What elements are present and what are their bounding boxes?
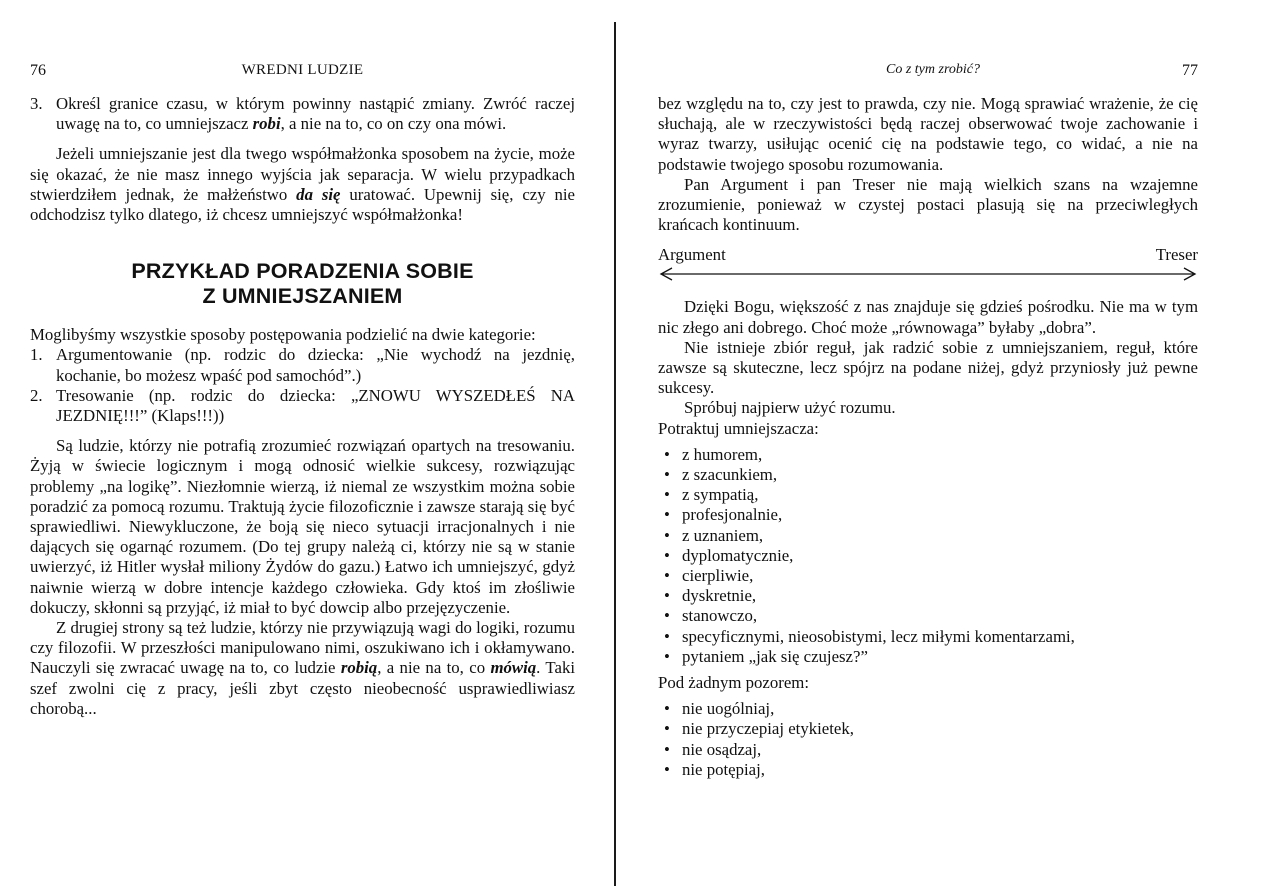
list-item <box>658 505 1198 525</box>
bullet-icon: • <box>664 719 670 739</box>
steps-list <box>30 94 575 134</box>
page-number: 77 <box>1182 62 1198 79</box>
categories-list <box>30 345 575 426</box>
running-title: Co z tym zrobić? <box>886 62 980 77</box>
emphasis: robi <box>252 114 281 134</box>
left-page <box>30 0 575 894</box>
page-number: 76 <box>30 62 46 79</box>
running-title: WREDNI LUDZIE <box>241 62 364 78</box>
list-item <box>658 445 1198 465</box>
treat-list <box>658 445 1198 667</box>
bullet-icon: • <box>664 759 670 779</box>
bullet-icon: • <box>664 545 670 565</box>
text-segment: Z drugiej strony są też ludzie, którzy nie przywiązują wagi do logiki, rozumu czy filozofii. W przeszłości manipulowano nimi, oszukiwano ich i okłamywano. Nauczyli się zwracać uwagę na to, co ludzie <box>30 618 575 678</box>
paragraph <box>30 144 575 225</box>
right-page-body <box>658 94 1198 786</box>
right-running-header <box>658 62 1198 86</box>
text-segment: Określ granice czasu, w którym powinny nastąpić zmiany. Zwróć raczej uwagę na to, co umniejszacz <box>56 94 575 134</box>
emphasis: mówią <box>490 658 537 678</box>
paragraph: Są ludzie, którzy nie potrafią zrozumieć rozwiązań opartych na tresowaniu. Żyją w świecie logicznym i mogą odnosić wielkie sukcesy, rozwiązując problemy „na logikę”. Niezłomnie wierzą, iż niemal ze wszystkim można sobie poradzić za pomocą rozumu. Traktują życie filozoficznie i zawsze starają się być sprawiedliwi. Niewykluczone, że boją się nieco sytuacji irracjonalnych i nie dających się ogarnąć rozumem. (Do tej grupy należą ci, którzy nie są w stanie uwierzyć, iż Hitler wysłał miliony Żydów do gazu.) Łatwo ich umniejszyć, gdyż naiwnie wierzą w dobre intencje każdego człowieka. Gdy ktoś im złośliwie dokuczy, skłonni są przyjąć, iż miał to być dowcip albo przejęzyczenie. <box>30 436 575 617</box>
list-item <box>658 526 1198 546</box>
list-item <box>658 699 1198 719</box>
emphasis: da się <box>296 184 341 204</box>
paragraph: Potraktuj umniejszacza: <box>658 418 819 438</box>
double-arrow-icon <box>658 267 1198 281</box>
paragraph <box>30 618 575 719</box>
list-text: stanowczo, <box>682 606 758 626</box>
list-item <box>658 647 1198 667</box>
list-item <box>658 740 1198 760</box>
heading-line: Z UMNIEJSZANIEM <box>202 284 403 309</box>
left-page-body <box>30 94 575 719</box>
text-segment: , a nie na to, co <box>377 658 491 678</box>
list-text: z szacunkiem, <box>682 465 778 485</box>
bullet-icon: • <box>664 566 670 586</box>
paragraph: bez względu na to, czy jest to prawda, czy nie. Mogą sprawiać wrażenie, że cię słuchają, ale w rzeczywistości będą raczej obserwować twoje zachowanie i wyraz twarzy, usiłując ocenić cię na podstawie tego, co widać, a nie na podstawie twojego sposobu rozumowania. <box>658 94 1198 174</box>
bullet-icon: • <box>664 505 670 525</box>
list-item <box>30 94 575 134</box>
list-text: specyficznymi, nieosobistymi, lecz miłymi komentarzami, <box>682 626 1075 646</box>
list-item <box>658 760 1198 780</box>
list-text: Tresowanie (np. rodzic do dziecka: „ZNOWU WYSZEDŁEŚ NA JEZDNIĘ!!!” (Klaps!!!)) <box>56 385 575 426</box>
list-text: nie uogólniaj, <box>682 699 775 719</box>
list-text: nie osądzaj, <box>682 739 762 759</box>
list-item <box>658 719 1198 739</box>
list-text: nie przyczepiaj etykietek, <box>682 719 854 739</box>
list-text: z humorem, <box>682 444 763 464</box>
bullet-icon: • <box>664 444 670 464</box>
paragraph: Pod żadnym pozorem: <box>658 673 809 693</box>
list-text: nie potępiaj, <box>682 759 765 779</box>
right-page <box>658 0 1198 894</box>
bullet-icon: • <box>664 626 670 646</box>
never-list <box>658 699 1198 780</box>
bullet-icon: • <box>664 465 670 485</box>
list-item <box>658 485 1198 505</box>
list-number: 2. <box>30 385 43 405</box>
bullet-icon: • <box>664 606 670 626</box>
list-number: 3. <box>30 94 43 113</box>
heading-line: PRZYKŁAD PORADZENIA SOBIE <box>131 259 474 284</box>
bullet-icon: • <box>664 485 670 505</box>
left-running-header <box>30 62 575 86</box>
paragraph: Pan Argument i pan Treser nie mają wielkich szans na wzajemne zrozumienie, ponieważ w czystej postaci plasują się na przeciwległych krańcach kontinuum. <box>658 174 1198 235</box>
list-item <box>658 586 1198 606</box>
axis-label-treser: Treser <box>1155 245 1198 265</box>
paragraph: Dzięki Bogu, większość z nas znajduje się gdzieś pośrodku. Nie ma w tym nic złego ani dobrego. Choć może „równowaga” byłaby „dobra”. <box>658 297 1198 337</box>
list-item <box>658 465 1198 485</box>
section-heading <box>30 259 575 309</box>
bullet-icon: • <box>664 525 670 545</box>
list-number: 1. <box>30 345 43 365</box>
list-text: cierpliwie, <box>682 566 754 586</box>
list-item <box>658 627 1198 647</box>
list-text: z sympatią, <box>682 485 759 505</box>
list-text: dyskretnie, <box>682 586 757 606</box>
list-item <box>658 546 1198 566</box>
bullet-icon: • <box>664 646 670 666</box>
paragraph: Moglibyśmy wszystkie sposoby postępowania podzielić na dwie kategorie: <box>30 325 536 345</box>
bullet-icon: • <box>664 586 670 606</box>
list-text: z uznaniem, <box>682 525 764 545</box>
paragraph: Spróbuj najpierw użyć rozumu. <box>684 398 896 418</box>
bullet-icon: • <box>664 739 670 759</box>
text-segment: , a nie na to, co on czy ona mówi. <box>280 114 507 134</box>
list-text: pytaniem „jak się czujesz?” <box>682 646 868 666</box>
axis-label-argument: Argument <box>658 245 726 265</box>
list-item <box>30 345 575 385</box>
list-item <box>30 386 575 426</box>
emphasis: robią <box>340 658 378 678</box>
list-text: Argumentowanie (np. rodzic do dziecka: „Nie wychodź na jezdnię, kochanie, bo możesz wpaść pod samochód”.) <box>56 345 575 385</box>
text-segment: . Taki szef zwolni cię z pracy, jeśli zbyt często nieobecność usprawiedliwiasz chorobą... <box>30 658 575 718</box>
paragraph: Nie istnieje zbiór reguł, jak radzić sobie z umniejszaniem, reguł, które zawsze są skuteczne, lecz spójrz na podane niżej, gdyż przyniosły już pewne sukcesy. <box>658 337 1198 398</box>
list-text: profesjonalnie, <box>682 505 783 525</box>
text-segment: Jeżeli umniejszanie jest dla twego współmałżonka sposobem na życie, może się okazać, że nie masz innego wyjścia jak separacja. W wielu przypadkach stwierdziłem jednak, że małżeństwo <box>30 144 575 204</box>
list-text: dyplomatycznie, <box>682 545 794 565</box>
list-item <box>658 566 1198 586</box>
book-spine <box>614 22 616 886</box>
argument-treser-continuum <box>658 245 1198 287</box>
text-segment: uratować. Upewnij się, czy nie odchodzisz tylko dlatego, iż chcesz umniejszyć współmałżonka! <box>30 184 575 225</box>
bullet-icon: • <box>664 699 670 719</box>
list-item <box>658 606 1198 626</box>
